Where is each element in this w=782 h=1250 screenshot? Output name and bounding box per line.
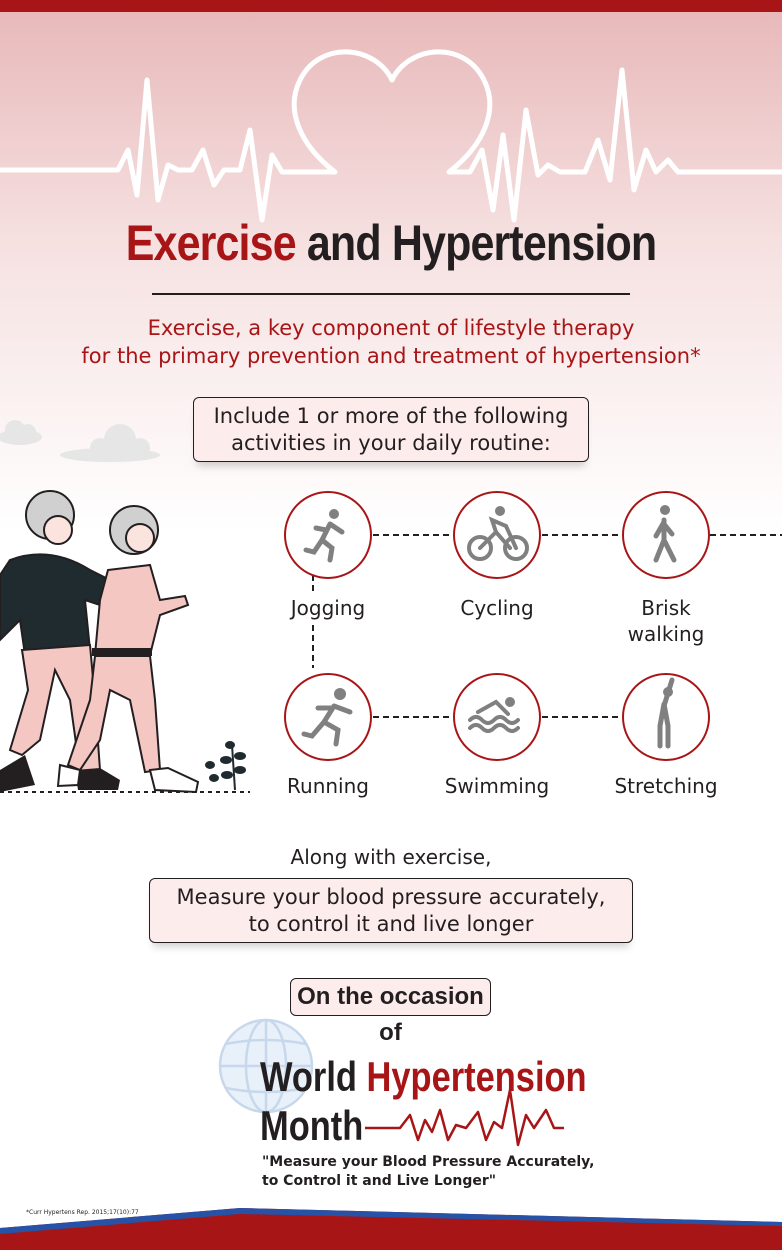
heartbeat-heart-icon [0,52,782,220]
subtitle [0,314,782,370]
activity-label-text: Jogging [290,596,366,620]
activity-label-text: Brisk [641,596,691,620]
activity-label-text: walking [627,622,705,646]
activity-label-text: Stretching [614,774,718,798]
event-word-world: World [260,1053,357,1100]
event-word-hypertension: Hypertension [366,1053,587,1100]
measure-bp-box [149,878,633,943]
activity-label-cycling [407,595,587,621]
cloud-icon [0,420,160,462]
activity-label-running [238,773,418,799]
tagline-line-1: "Measure your Blood Pressure Accurately, [262,1154,595,1170]
measure-line-1: Measure your blood pressure accurately, [176,885,606,909]
include-activities-box [193,397,589,462]
activity-label-stretching [576,773,756,799]
activity-label-text: Swimming [444,774,550,798]
measure-line-2: to control it and live longer [248,912,534,936]
activity-label-text: Running [287,774,369,798]
tagline-line-2: to Control it and Live Longer" [262,1173,497,1189]
subtitle-line-2: for the primary prevention and treatment of hypertension* [81,344,701,368]
include-line-1: Include 1 or more of the following [213,404,569,428]
page-title [55,214,728,272]
subtitle-line-1: Exercise, a key component of lifestyle therapy [147,316,635,340]
title-accent: Exercise [125,215,296,271]
activity-label-jogging [238,595,418,621]
along-with-exercise: Along with exercise, [290,845,492,869]
title-divider [152,293,630,295]
include-line-2: activities in your daily routine: [231,431,551,455]
reference-footnote: *Curr Hypertens Rep. 2015;17(10):77 [26,1209,139,1216]
activity-label-swimming [407,773,587,799]
activity-label-brisk-walking [576,595,756,647]
event-title-line-2: Month [260,1102,364,1149]
walking-couple-illustration [0,491,198,792]
event-tagline [262,1153,622,1191]
event-title-line-1 [260,1053,587,1101]
title-rest: and Hypertension [306,215,657,271]
activity-label-text: Cycling [460,596,534,620]
occasion-badge: On the occasion of [290,978,491,1016]
